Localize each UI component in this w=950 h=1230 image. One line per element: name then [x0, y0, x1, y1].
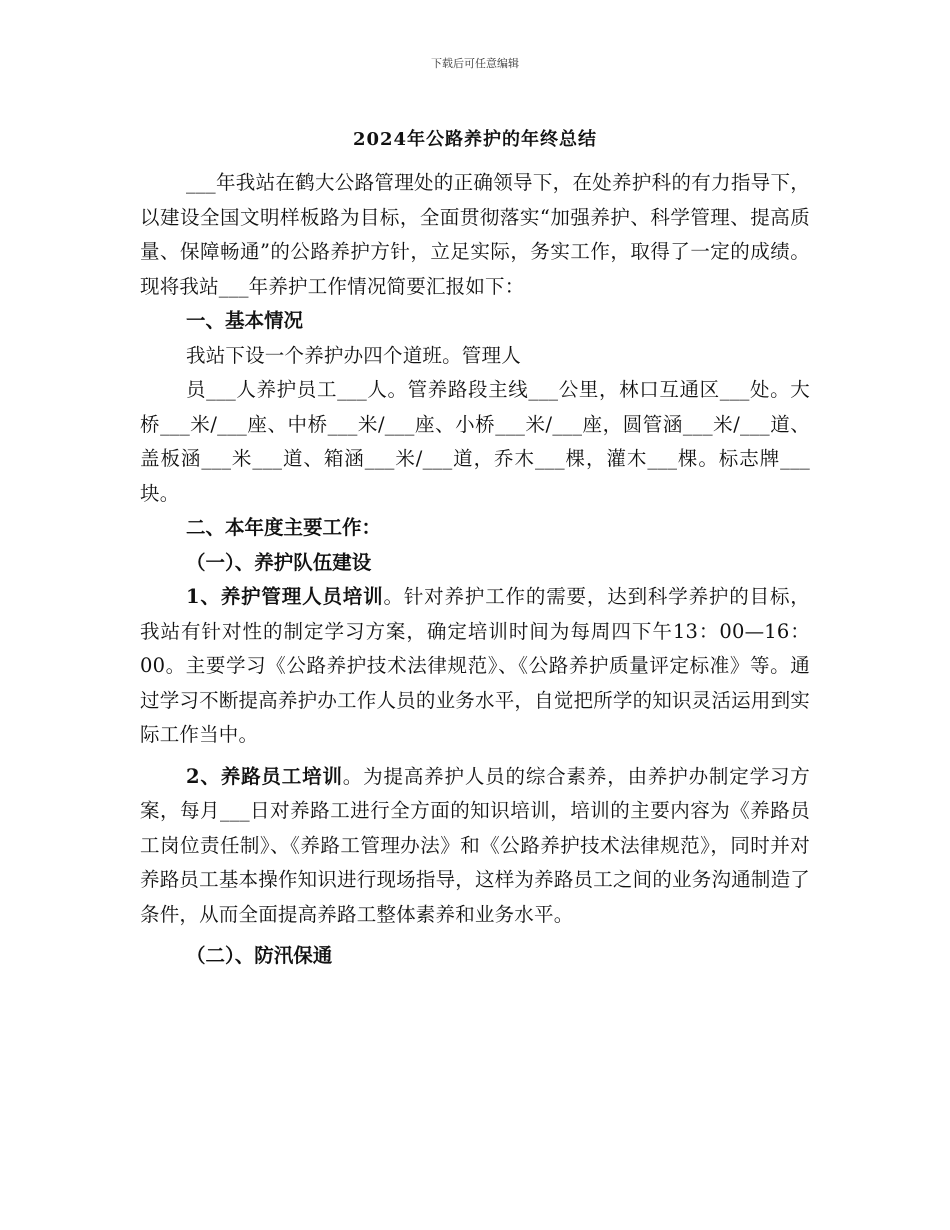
training-paragraph-1-lead: 1、养护管理人员培训	[186, 585, 384, 608]
subsection-heading-flood: （二）、防汛保通	[186, 944, 333, 967]
training-paragraph-2-lead: 2、养路员工培训	[186, 764, 343, 788]
section-heading-basic: 一、基本情况	[186, 309, 304, 332]
training-paragraph-2-body: 。为提高养护人员的综合素养，由养护办制定学习方案，每月___日对养路工进行全方面的知识培训，培训的主要内容为《养路员工岗位责任制》、《养路工管理办法》和《公路养护技术法律规范》，同时并对养路员工基本操作知识进行现场指导，这样为养路员工之间的业务沟通制造了条件，从而全面提高养路工整体素养和业务水平。	[140, 764, 810, 926]
subsection-heading-team: （一）、养护队伍建设	[186, 550, 372, 574]
training-paragraph-1-body: 。针对养护工作的需要，达到科学养护的目标，我站有针对性的制定学习方案，确定培训时间为每周四下午13：00—16：00。主要学习《公路养护技术法律规范》、《公路养护质量评定标准》等。通过学习不断提高养护办工作人员的业务水平，自觉把所学的知识灵活运用到实际工作当中。	[140, 585, 810, 746]
document-body	[140, 166, 810, 974]
training-paragraph-2	[140, 760, 810, 933]
basic-paragraph-1: 我站下设一个养护办四个道班。管理人	[186, 343, 521, 367]
intro-paragraph: ___年我站在鹤大公路管理处的正确领导下，在处养护科的有力指导下，以建设全国文明样板路为目标，全面贯彻落实“加强养护、科学管理、提高质量、保障畅通”的公路养护方针，立足实际，务实工作，取得了一定的成绩。现将我站___年养护工作情况简要汇报如下：	[140, 171, 810, 298]
section-heading-main-work: 二、本年度主要工作：	[186, 516, 382, 539]
basic-paragraph-2: 员___人养护员工___人。管养路段主线___公里，林口互通区___处。大桥___米/___座、中桥___米/___座、小桥___米/___座，圆管涵___米/___道、盖板涵___米___道、箱涵___米/___道，乔木___棵，灌木___棵。标志牌___块。	[140, 378, 810, 505]
document-title: 2024年公路养护的年终总结	[352, 129, 598, 150]
header-note: 下载后可任意编辑	[431, 57, 519, 70]
training-paragraph-1	[140, 580, 810, 753]
